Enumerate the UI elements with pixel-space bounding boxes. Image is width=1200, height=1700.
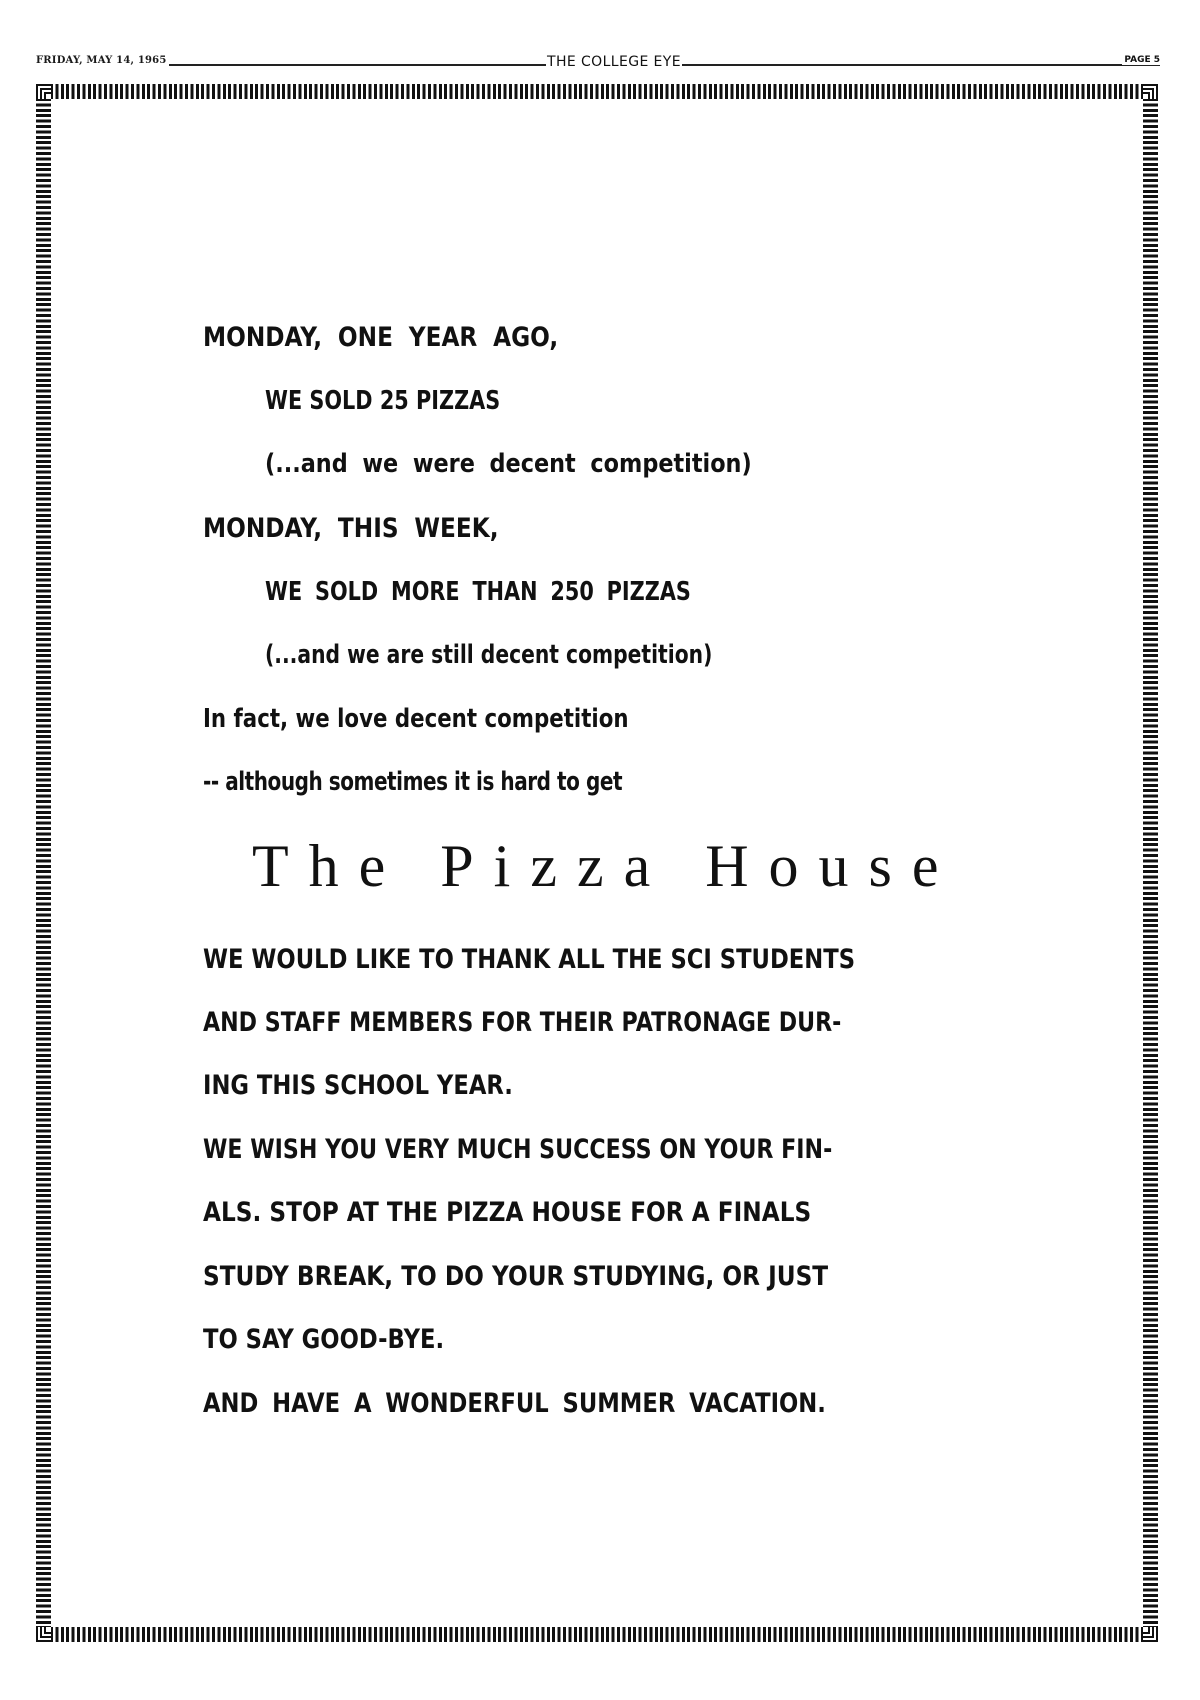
ad-body-line (203, 1261, 930, 1292)
brand-name: The Pizza House (252, 833, 959, 899)
ad-line-text: WE WISH YOU VERY MUCH SUCCESS ON YOUR FIN- (203, 1134, 833, 1165)
issue-date: FRIDAY, MAY 14, 1965 (36, 55, 167, 66)
page-number: PAGE 5 (1124, 55, 1160, 65)
ad-line-text: MONDAY, THIS WEEK, (203, 513, 499, 544)
ad-body-line (203, 1388, 945, 1419)
ad-line (203, 704, 722, 734)
ad-line (265, 386, 559, 416)
ad-line (265, 577, 797, 607)
ad-body-line (203, 1324, 490, 1355)
ad-line (203, 322, 616, 353)
ad-line (203, 767, 747, 797)
ad-line-text: AND HAVE A WONDERFUL SUMMER VACATION. (203, 1388, 826, 1419)
ad-body-line (203, 1070, 572, 1101)
newspaper-title: THE COLLEGE EYE (547, 54, 682, 70)
ad-body-line (203, 944, 979, 975)
ad-line-text: TO SAY GOOD-BYE. (203, 1324, 445, 1355)
ad-line-text: (...and we were decent competition) (265, 449, 752, 479)
ad-line-text: -- although sometimes it is hard to get (203, 767, 623, 797)
ad-line-text: WE SOLD MORE THAN 250 PIZZAS (265, 577, 691, 607)
ad-body-line (203, 1134, 970, 1165)
ad-line (203, 513, 547, 544)
ad-line (265, 640, 839, 670)
ad-line-text: AND STAFF MEMBERS FOR THEIR PATRONAGE DUR- (203, 1007, 842, 1038)
ad-line-text: MONDAY, ONE YEAR AGO, (203, 322, 559, 353)
ad-line-text: (...and we are still decent competition) (265, 640, 713, 670)
ad-line-text: ALS. STOP AT THE PIZZA HOUSE FOR A FINALS (203, 1197, 812, 1228)
ad-line-text: ING THIS SCHOOL YEAR. (203, 1070, 513, 1101)
ad-line-text: STUDY BREAK, TO DO YOUR STUDYING, OR JUST (203, 1261, 829, 1292)
ad-line-text: WE SOLD 25 PIZZAS (265, 386, 501, 416)
ad-line-text: In fact, we love decent competition (203, 704, 629, 734)
ad-body-line (203, 1197, 910, 1228)
ad-body-line (203, 1007, 981, 1038)
ad-line (265, 449, 831, 479)
ad-line-text: WE WOULD LIKE TO THANK ALL THE SCI STUDENTS (203, 944, 856, 975)
